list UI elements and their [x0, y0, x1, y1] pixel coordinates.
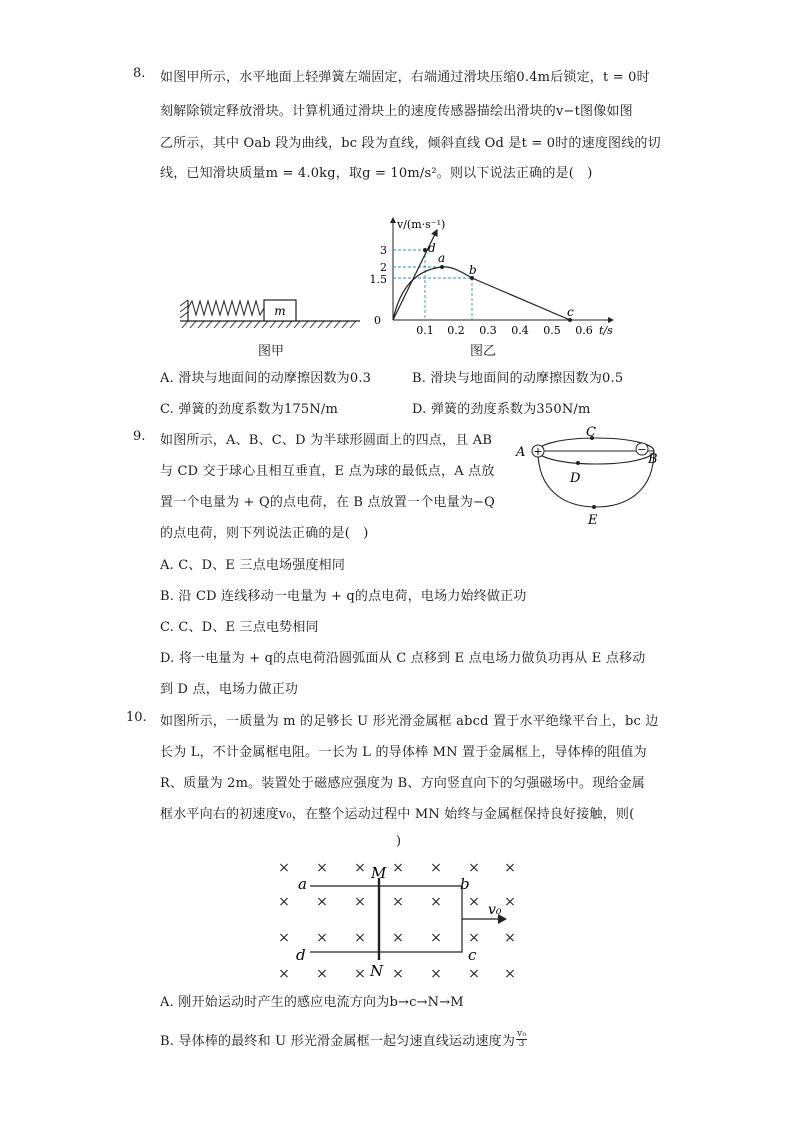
y-axis-title: v/(m·s⁻¹)	[397, 218, 446, 231]
field-cross-icon: ×	[504, 930, 516, 946]
field-cross-icon: ×	[504, 894, 516, 910]
label-a: a	[298, 875, 307, 893]
q10-magnetic-field-figure	[270, 852, 530, 982]
field-cross-icon: ×	[278, 966, 290, 982]
field-cross-icon: ×	[354, 930, 366, 946]
field-cross-icon: ×	[468, 966, 480, 982]
y-tick: 1.5	[369, 273, 387, 286]
q8-stem-line-2: 刻解除锁定释放滑块。计算机通过滑块上的速度传感器描绘出滑块的v−t图像如图	[160, 104, 633, 119]
label-c: c	[468, 946, 477, 964]
q8-stem-line-4: 线，已知滑块质量m = 4.0kg，取g = 10m/s²。则以下说法正确的是( )	[160, 166, 593, 181]
field-cross-icon: ×	[278, 930, 290, 946]
fraction-numerator: v₀	[517, 1029, 527, 1039]
field-cross-icon: ×	[504, 966, 516, 982]
origin-label: 0	[374, 314, 381, 327]
field-cross-icon: ×	[354, 860, 366, 876]
field-cross-icon: ×	[430, 860, 442, 876]
field-cross-icon: ×	[392, 860, 404, 876]
q10-number: 10.	[126, 710, 147, 725]
field-cross-icon: ×	[430, 894, 442, 910]
field-cross-icon: ×	[354, 966, 366, 982]
q10-option-A[interactable]: A. 刚开始运动时产生的感应电流方向为b→c→N→M	[160, 995, 464, 1010]
label-N: N	[370, 962, 384, 980]
q9-option-A[interactable]: A. C、D、E 三点电场强度相同	[160, 558, 346, 573]
field-cross-icon: ×	[316, 894, 328, 910]
field-cross-icon: ×	[430, 930, 442, 946]
q8-vt-graph	[365, 212, 620, 340]
q9-hemisphere-figure	[512, 420, 662, 532]
hemisphere-bowl	[538, 451, 654, 507]
field-cross-icon: ×	[316, 966, 328, 982]
q9-number: 9.	[133, 429, 146, 444]
point-d-label: d	[428, 241, 436, 255]
q10-stem-line-1: 如图所示，一质量为 m 的足够长 U 形光滑金属框 abcd 置于水平绝缘平台上，bc 边	[160, 714, 659, 729]
curve-Oab	[393, 267, 472, 320]
x-tick: 0.5	[543, 324, 561, 337]
x-tick: 0.1	[416, 324, 434, 337]
label-v0: v₀	[488, 902, 502, 918]
block-mass-label: m	[274, 304, 286, 318]
q9-stem-line-1: 如图所示，A、B、C、D 为半球形圆面上的四点，且 AB	[160, 433, 493, 448]
label-E: E	[588, 513, 598, 528]
field-cross-icon: ×	[316, 930, 328, 946]
x-tick: 0.3	[479, 324, 497, 337]
minus-charge-icon: −	[637, 443, 647, 456]
q10-option-B-text: B. 导体棒的最终和 U 形光滑金属框一起匀速直线运动速度为	[160, 1034, 516, 1049]
label-D: D	[570, 471, 581, 486]
label-M: M	[371, 864, 387, 882]
field-cross-icon: ×	[316, 860, 328, 876]
field-cross-icon: ×	[392, 930, 404, 946]
q8-option-C[interactable]: C. 弹簧的劲度系数为175N/m	[160, 402, 339, 417]
field-cross-icon: ×	[392, 966, 404, 982]
q8-option-A[interactable]: A. 滑块与地面间的动摩擦因数为0.3	[160, 371, 372, 386]
field-cross-icon: ×	[354, 894, 366, 910]
label-C: C	[586, 425, 596, 440]
plus-charge-icon: +	[533, 445, 543, 458]
q10-stem-line-4: 框水平向右的初速度v₀，在整个运动过程中 MN 始终与金属框保持良好接触，则(	[160, 807, 635, 822]
q9-stem-line-2: 与 CD 交于球心且相互垂直，E 点为球的最低点，A 点放	[160, 464, 495, 479]
q8-stem-line-3: 乙所示，其中 Oab 段为曲线，bc 段为直线，倾斜直线 Od 是t = 0时的速度图线的切	[160, 136, 661, 151]
field-cross-icon: ×	[430, 966, 442, 982]
y-tick: 2	[380, 261, 387, 274]
q9-option-D-line-2[interactable]: 到 D 点，电场力做正功	[160, 682, 299, 697]
x-tick: 0.6	[575, 324, 593, 337]
field-cross-icon: ×	[278, 860, 290, 876]
q10-option-B[interactable]	[160, 1030, 527, 1051]
q9-stem-line-4: 的点电荷，则下列说法正确的是( )	[160, 526, 369, 541]
label-A: A	[516, 445, 526, 460]
q8-option-D[interactable]: D. 弹簧的劲度系数为350N/m	[412, 402, 591, 417]
point-b-label: b	[469, 263, 477, 277]
q8-figure-b-caption: 图乙	[470, 344, 497, 359]
point-c-label: c	[567, 305, 574, 319]
x-axis-title: t/s	[599, 324, 613, 337]
q9-stem-line-3: 置一个电量为 + Q的点电荷，在 B 点放置一个电量为−Q	[160, 495, 495, 510]
q8-figure-a-caption: 图甲	[258, 344, 285, 359]
x-tick: 0.4	[511, 324, 529, 337]
field-cross-icon: ×	[392, 894, 404, 910]
line-bc	[472, 278, 570, 320]
label-b: b	[460, 875, 470, 893]
field-cross-icon: ×	[278, 894, 290, 910]
label-d: d	[296, 946, 306, 964]
q10-stem-line-2: 长为 L，不计金属框电阻。一长为 L 的导体棒 MN 置于金属框上，导体棒的阻值为	[160, 745, 647, 760]
fraction-denominator: 3	[518, 1039, 525, 1049]
field-cross-icon: ×	[504, 860, 516, 876]
q8-option-B[interactable]: B. 滑块与地面间的动摩擦因数为0.5	[412, 371, 624, 386]
field-cross-icon: ×	[468, 930, 480, 946]
field-cross-icon: ×	[468, 860, 480, 876]
q8-number: 8.	[133, 66, 146, 81]
q9-option-C[interactable]: C. C、D、E 三点电势相同	[160, 620, 319, 635]
q10-close-paren: )	[396, 834, 402, 849]
q10-stem-line-3: R、质量为 2m。装置处于磁感应强度为 B、方向竖直向下的匀强磁场中。现给金属	[160, 776, 646, 791]
point-a-label: a	[438, 251, 446, 265]
x-tick: 0.2	[447, 324, 465, 337]
label-B: B	[648, 452, 658, 467]
q9-option-D-line-1[interactable]: D. 将一电量为 + q的点电荷沿圆弧面从 C 点移到 E 点电场力做负功再从 E 点移动	[160, 651, 646, 666]
field-cross-icon: ×	[468, 894, 480, 910]
y-tick: 3	[380, 244, 387, 257]
q8-stem-line-1: 如图甲所示，水平地面上轻弹簧左端固定，右端通过滑块压缩0.4m后锁定，t = 0时	[160, 70, 650, 85]
q8-figure-spring-block	[176, 290, 366, 330]
q9-option-B[interactable]: B. 沿 CD 连线移动一电量为 + q的点电荷，电场力始终做正功	[160, 589, 527, 604]
q10-option-B-fraction	[516, 1030, 527, 1049]
